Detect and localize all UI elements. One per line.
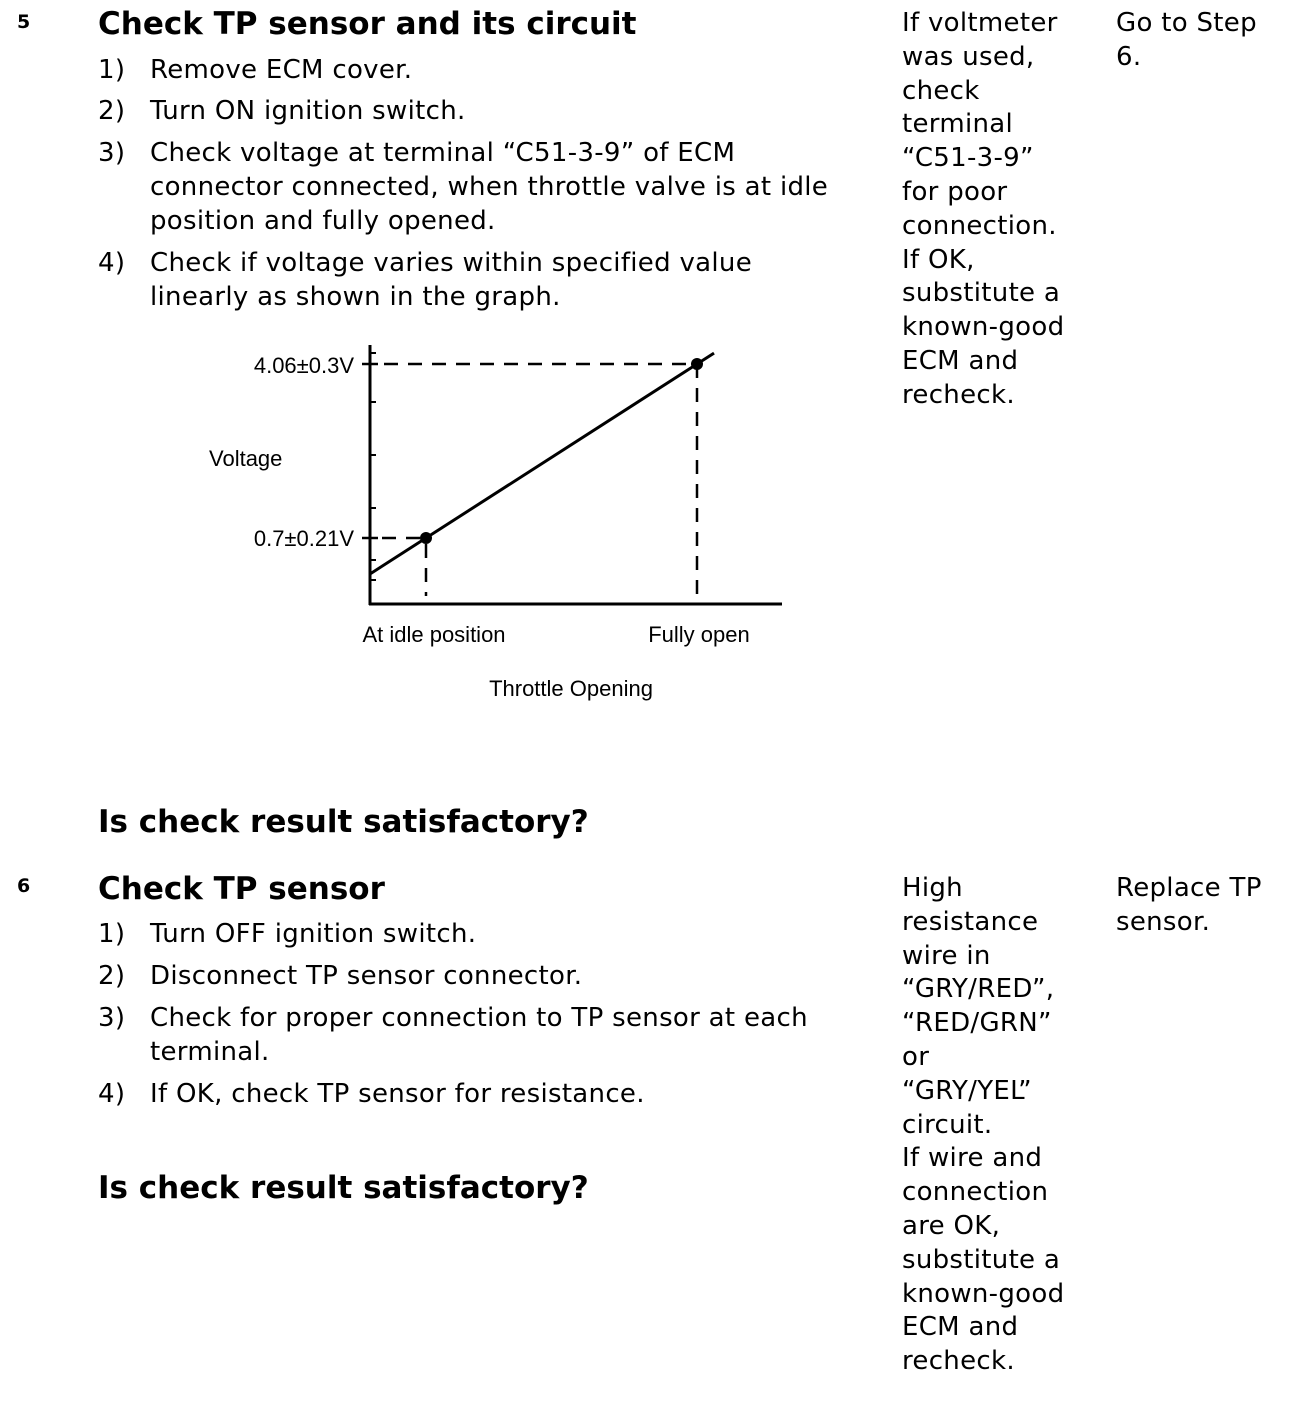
action-line: sensor. bbox=[1116, 906, 1211, 937]
action-line: known-good bbox=[902, 1278, 1065, 1309]
action-line: circuit. bbox=[902, 1109, 993, 1140]
item-text: Turn OFF ignition switch. bbox=[150, 919, 477, 949]
action-line: ECM and bbox=[902, 345, 1019, 376]
step-5-no-action bbox=[902, 7, 1102, 413]
action-line: ECM and bbox=[902, 1312, 1019, 1343]
item-number: 4) bbox=[98, 1079, 126, 1109]
data-point-full-open bbox=[691, 358, 703, 370]
action-line: High bbox=[902, 873, 963, 903]
step-6-item-3 bbox=[98, 1001, 878, 1069]
item-text: Disconnect TP sensor connector. bbox=[150, 961, 583, 991]
item-text: Check if voltage varies within specified value bbox=[150, 248, 752, 278]
action-line: “GRY/RED”, bbox=[902, 974, 1055, 1005]
action-line: resistance bbox=[902, 906, 1039, 937]
item-text: Turn ON ignition switch. bbox=[150, 96, 466, 126]
item-number: 4) bbox=[98, 248, 126, 278]
step-6-item-4 bbox=[98, 1077, 878, 1111]
item-text: Remove ECM cover. bbox=[150, 55, 413, 85]
action-line: If OK, bbox=[902, 244, 975, 275]
step-5-item-1 bbox=[98, 53, 878, 87]
step-5-title: Check TP sensor and its circuit bbox=[98, 6, 637, 42]
action-line: recheck. bbox=[902, 1346, 1015, 1377]
action-line: terminal bbox=[902, 109, 1014, 140]
step-5-number: 5 bbox=[17, 11, 31, 33]
action-line: substitute a bbox=[902, 278, 1061, 309]
action-line: substitute a bbox=[902, 1244, 1061, 1275]
y-tick-label-high: 4.06±0.3V bbox=[253, 353, 354, 378]
action-line: wire in bbox=[902, 940, 991, 971]
y-axis-label: Voltage bbox=[209, 446, 283, 471]
action-line: was used, bbox=[902, 41, 1035, 72]
item-number: 1) bbox=[98, 919, 126, 949]
action-line: If wire and bbox=[902, 1143, 1043, 1174]
x-tick-label-idle: At idle position bbox=[362, 622, 506, 647]
y-tick-label-low: 0.7±0.21V bbox=[253, 526, 354, 551]
step-6-number: 6 bbox=[17, 875, 31, 897]
data-point-idle bbox=[420, 532, 432, 544]
action-line: If voltmeter bbox=[902, 8, 1058, 38]
item-text: Check for proper connection to TP sensor at each bbox=[150, 1003, 808, 1033]
item-number: 2) bbox=[98, 961, 126, 991]
item-number: 3) bbox=[98, 1003, 126, 1033]
action-line: known-good bbox=[902, 312, 1065, 343]
tp-voltage-graph bbox=[180, 330, 810, 720]
item-text: connector connected, when throttle valve is at idle bbox=[150, 172, 829, 202]
step-5-item-2 bbox=[98, 94, 878, 128]
step-5-item-3 bbox=[98, 136, 878, 238]
action-line: Replace TP bbox=[1116, 873, 1262, 903]
item-text: terminal. bbox=[150, 1037, 270, 1067]
item-number: 1) bbox=[98, 55, 126, 85]
action-line: Go to Step bbox=[1116, 8, 1257, 38]
action-line: connection bbox=[902, 1177, 1049, 1208]
action-line: check bbox=[902, 75, 980, 106]
step-5-item-4 bbox=[98, 246, 878, 314]
item-text: position and fully opened. bbox=[150, 206, 496, 236]
action-line: “GRY/YEL” bbox=[902, 1075, 1032, 1106]
step-6-item-2 bbox=[98, 959, 878, 993]
action-line: 6. bbox=[1116, 41, 1142, 72]
step-6-question: Is check result satisfactory? bbox=[98, 1170, 589, 1206]
action-line: or bbox=[902, 1041, 930, 1072]
action-line: are OK, bbox=[902, 1210, 1001, 1241]
item-text: Check voltage at terminal “C51-3-9” of ECM bbox=[150, 138, 736, 168]
step-5-question: Is check result satisfactory? bbox=[98, 804, 589, 840]
action-line: connection. bbox=[902, 210, 1057, 241]
x-axis-label: Throttle Opening bbox=[489, 676, 653, 701]
step-5-yes-action bbox=[1116, 7, 1306, 75]
action-line: recheck. bbox=[902, 379, 1015, 410]
step-6-item-1 bbox=[98, 917, 878, 951]
action-line: “C51-3-9” bbox=[902, 143, 1034, 174]
x-tick-label-full: Fully open bbox=[648, 622, 750, 647]
item-number: 3) bbox=[98, 138, 126, 168]
action-line: for poor bbox=[902, 176, 1008, 207]
action-line: “RED/GRN” bbox=[902, 1008, 1052, 1039]
step-6-title: Check TP sensor bbox=[98, 871, 385, 907]
item-text: If OK, check TP sensor for resistance. bbox=[150, 1079, 645, 1109]
step-6-yes-action bbox=[1116, 872, 1306, 940]
item-number: 2) bbox=[98, 96, 126, 126]
step-6-no-action bbox=[902, 872, 1102, 1379]
item-text: linearly as shown in the graph. bbox=[150, 282, 561, 312]
